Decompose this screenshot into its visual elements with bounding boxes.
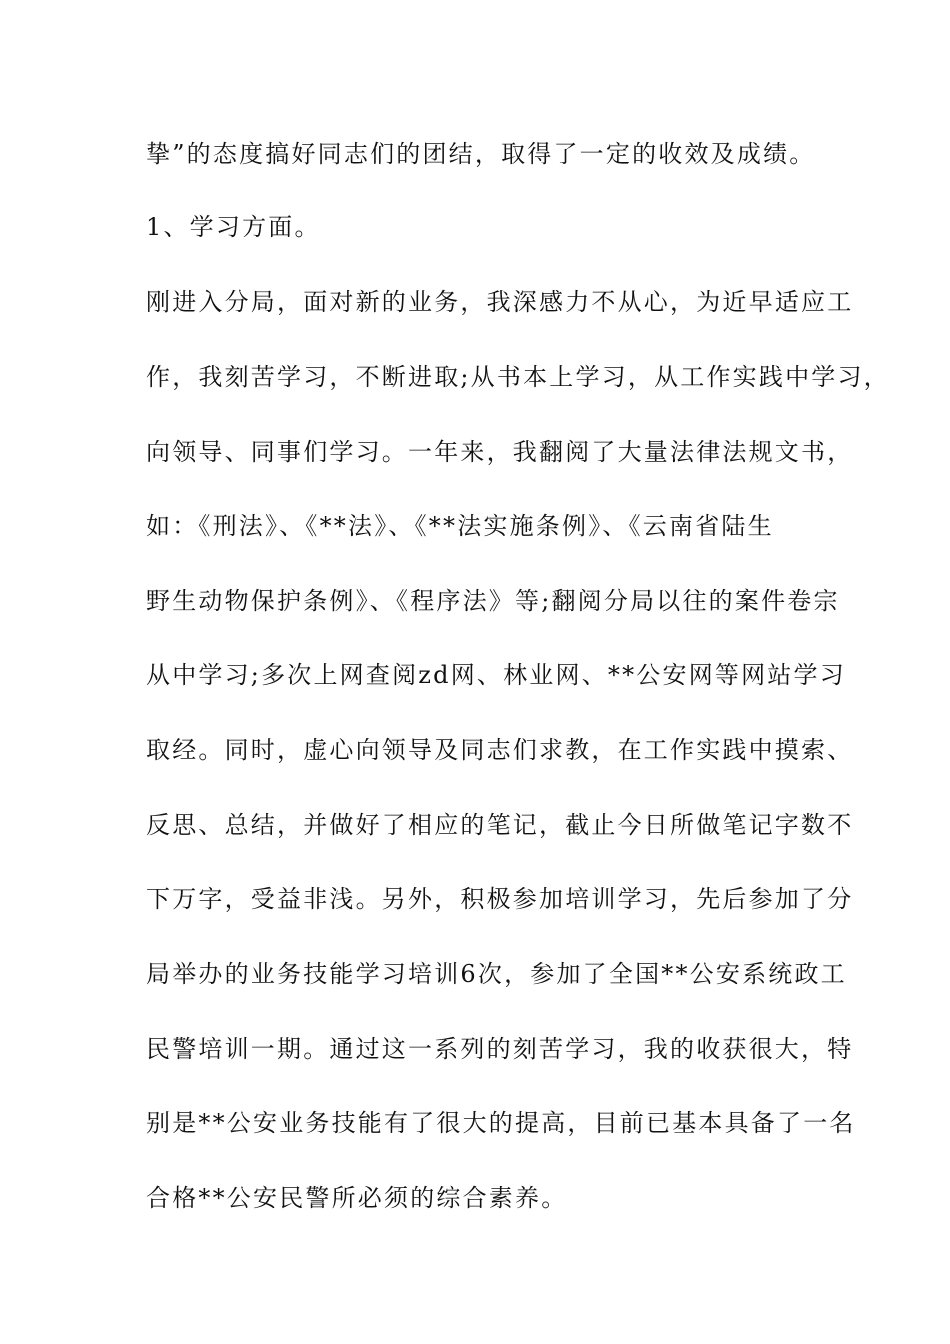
paragraph-line: 取经。同时，虚心向领导及同志们求教，在工作实践中摸索、 <box>146 736 854 764</box>
paragraph-line: 作，我刻苦学习，不断进取;从书本上学习，从工作实践中学习， <box>146 363 890 391</box>
paragraph-line: 合格**公安民警所必须的综合素养。 <box>146 1184 568 1212</box>
paragraph-line: 向领导、同事们学习。一年来，我翻阅了大量法律法规文书， <box>146 438 854 466</box>
paragraph-line: 刚进入分局，面对新的业务，我深感力不从心，为近早适应工 <box>146 288 854 316</box>
paragraph-line: 从中学习;多次上网查阅zd网、林业网、**公安网等网站学习 <box>146 661 846 689</box>
paragraph-line: 野生动物保护条例》、《程序法》等;翻阅分局以往的案件卷宗 <box>146 587 840 615</box>
paragraph-line: 民警培训一期。通过这一系列的刻苦学习，我的收获很大，特 <box>146 1035 854 1063</box>
paragraph-line: 挚”的态度搞好同志们的团结，取得了一定的收效及成绩。 <box>146 140 816 168</box>
paragraph-line: 别是**公安业务技能有了很大的提高，目前已基本具备了一名 <box>146 1109 856 1137</box>
paragraph-line: 反思、总结，并做好了相应的笔记，截止今日所做笔记字数不 <box>146 811 854 839</box>
paragraph-line: 局举办的业务技能学习培训6次，参加了全国**公安系统政工 <box>146 960 847 988</box>
paragraph-line: 如：《刑法》、《**法》、《**法实施条例》、《云南省陆生 <box>146 512 774 540</box>
section-heading: 1、学习方面。 <box>146 213 321 241</box>
paragraph-line: 下万字，受益非浅。另外，积极参加培训学习，先后参加了分 <box>146 885 854 913</box>
